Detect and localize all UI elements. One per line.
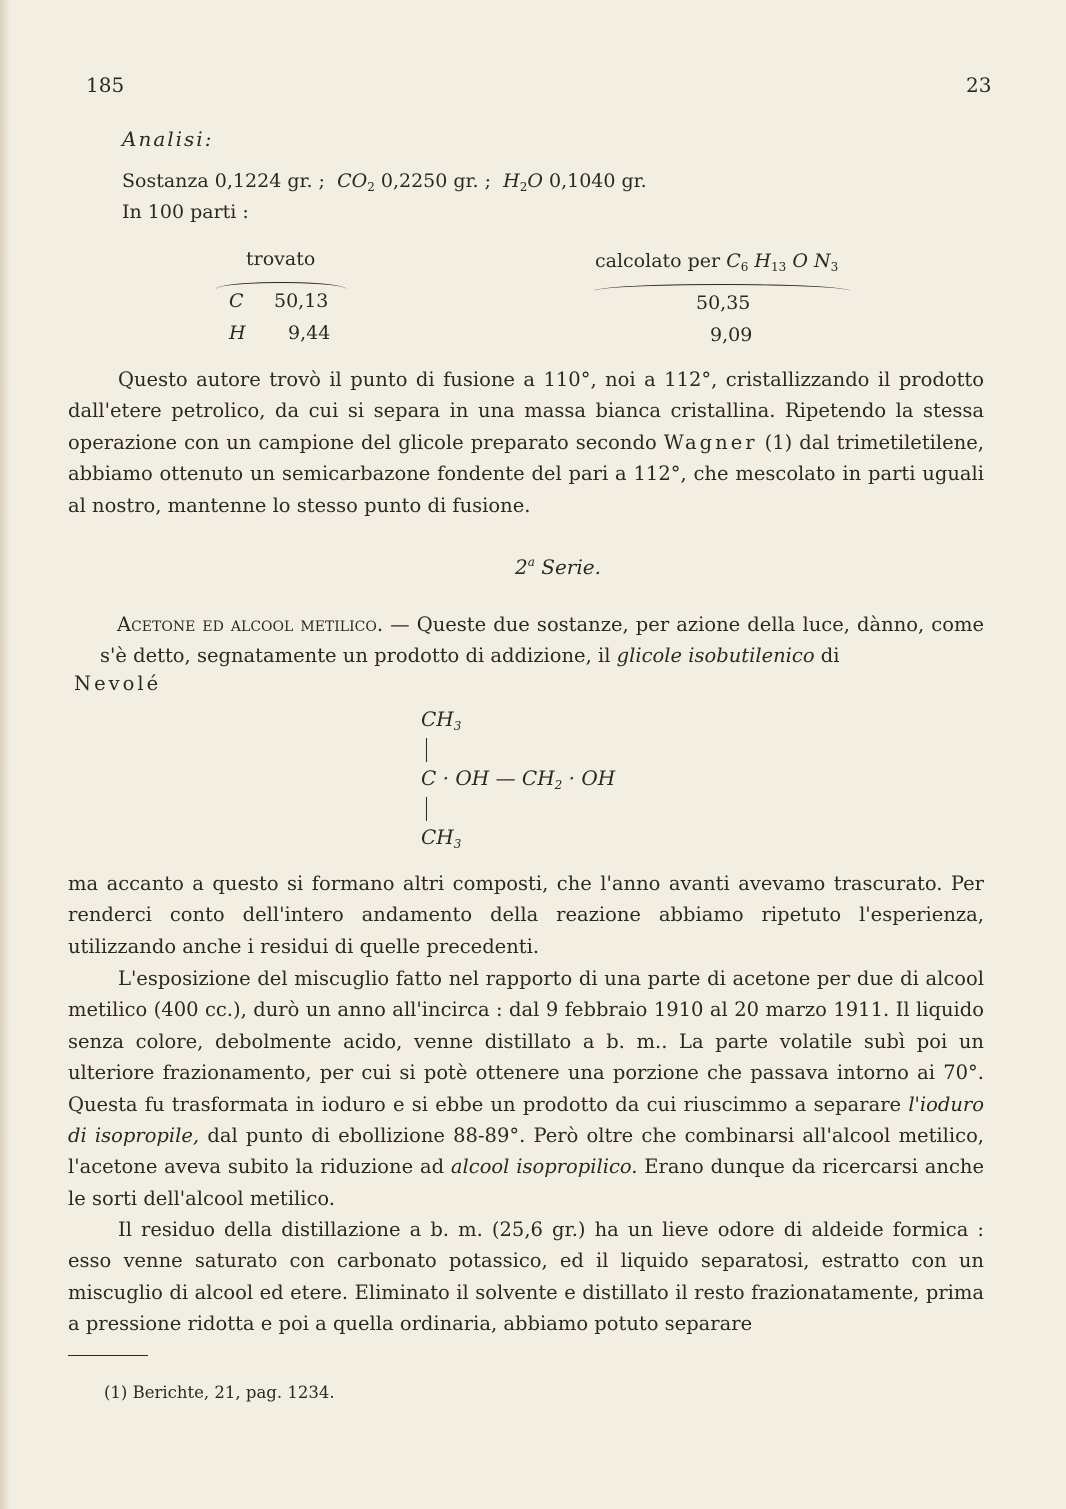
- serie-number: 2: [515, 555, 528, 579]
- formula-h-sub: 13: [771, 260, 787, 274]
- serie-heading: [515, 555, 601, 579]
- structure-mid-a: C · OH — CH: [421, 766, 555, 790]
- alcool-isopropilico: alcool isopropilico.: [450, 1155, 638, 1179]
- para4-text-a: L'esposizione del miscuglio fatto nel rapporto di una parte di acetone per due di alcool metilico (400 cc.), durò un anno all'incirca : dal 9 febbraio 1910 al 20 marzo 1911. Il liquido senza colore, debolmente acido, venne distillato a b. m.. La parte volatile subì poi un ulteriore frazionamento, per cui si potè ottenere una porzione che passava intorno ai 70°. Questa fu trasformata in ioduro e si ebbe un prodotto da cui riuscimmo a separare: [68, 967, 984, 1116]
- formula-c: C: [726, 250, 741, 272]
- serie-sup: a: [527, 555, 535, 569]
- bond-bottom: [426, 797, 427, 821]
- paragraph-fusione: [68, 364, 984, 521]
- h2o-sub: 2: [519, 180, 528, 194]
- row-h-calcolato: 9,09: [710, 324, 753, 346]
- structure-top-ch: CH: [421, 707, 454, 731]
- structure-bottom: [421, 825, 461, 851]
- bond-top: [426, 738, 427, 762]
- author-wagner: Wagner: [663, 430, 758, 454]
- para2-after: di: [814, 644, 840, 668]
- para1-text-b: (1) dal trimetiletilene, abbiamo ottenuto un semicarbazone fondente del pari a 112°, che mescolato in parti uguali al nostro, mantenne lo stesso punto di fusione.: [68, 430, 984, 517]
- sostanza-value: 0,1224 gr. ;: [214, 170, 325, 192]
- trovato-brace: [216, 282, 346, 289]
- structure-bottom-sub: 3: [453, 837, 462, 851]
- co2-value: 0,2250 gr. ;: [380, 170, 492, 192]
- para4-text-b: dal punto di ebollizione 88-89°. Però oltre che combinarsi all'alcool metilico, l'acetone aveva subito la riduzione ad: [68, 1124, 985, 1179]
- sostanza-line: [122, 170, 647, 194]
- formula-c-sub: 6: [740, 260, 749, 274]
- h2o-h: H: [503, 170, 520, 192]
- paragraph-acetone: [100, 609, 984, 672]
- serie-label: Serie.: [541, 555, 601, 579]
- structure-mid-sub: 2: [554, 778, 563, 792]
- para3-text: ma accanto a questo si formano altri composti, che l'anno avanti avevamo trascurato. Per renderci conto dell'intero andamento della reazione abbiamo ripetuto l'esperienza, utilizzando anche i residui di quelle precedenti.: [68, 872, 984, 958]
- co2-label: CO: [337, 170, 368, 192]
- row-h-trovato: 9,44: [288, 322, 331, 344]
- sostanza-label: Sostanza: [122, 170, 209, 192]
- row-c-calcolato: 50,35: [696, 292, 751, 314]
- col-calcolato: [595, 250, 838, 274]
- formula-h: H: [754, 250, 771, 272]
- footnote: (1) Berichte, 21, pag. 1234.: [104, 1383, 335, 1402]
- analisi-heading: Analisi:: [122, 127, 214, 151]
- structure-top-sub: 3: [453, 719, 462, 733]
- co2-sub: 2: [367, 180, 375, 194]
- h2o-value: 0,1040 gr.: [548, 170, 647, 192]
- para5-text: Il residuo della distillazione a b. m. (25,6 gr.) ha un lieve odore di aldeide formica : esso venne saturato con carbonato potassico, ed il liquido separatosi, estratto con un miscuglio di alcool ed etere. Eliminato il solvente e distillato il resto frazionatamente, prima a pressione ridotta e poi a quella ordinaria, abbiamo potuto separare: [68, 1218, 984, 1336]
- col-trovato: trovato: [246, 248, 316, 270]
- acetone-heading: Acetone ed alcool metilico.: [117, 613, 384, 636]
- structure-bottom-ch: CH: [421, 825, 454, 849]
- author-nevole: Nevolé: [74, 672, 162, 695]
- ioduro-name: l'ioduro di isopropile,: [68, 1092, 984, 1148]
- glicole-name: glicole isobutilenico: [616, 644, 815, 668]
- h2o-o: O: [527, 170, 543, 192]
- formula-n: N: [813, 250, 831, 272]
- paragraph-esposizione: [68, 963, 984, 1214]
- page-number-right: 23: [966, 73, 992, 97]
- paragraph-residuo: [68, 1214, 984, 1340]
- structure-middle: [421, 766, 615, 792]
- structure-top: [421, 707, 461, 733]
- row-c-element: C: [229, 290, 244, 312]
- calcolato-label: calcolato per: [595, 250, 721, 272]
- formula-o: O: [792, 250, 808, 272]
- formula-n-sub: 3: [830, 260, 839, 274]
- para2-text: — Queste due sostanze, per azione della luce, dànno, come s'è detto, segnatamente un prodotto di addizione, il: [100, 613, 984, 668]
- page-edge-shadow: [0, 0, 10, 1509]
- page-number-left: 185: [86, 73, 125, 97]
- footnote-rule: [68, 1355, 148, 1356]
- structure-mid-b: · OH: [562, 766, 616, 790]
- row-c-trovato: 50,13: [274, 290, 329, 312]
- calcolato-brace: [594, 284, 850, 291]
- row-h-element: H: [229, 322, 246, 344]
- para4-text-c: Erano dunque da ricercarsi anche le sorti dell'alcool metilico.: [68, 1155, 985, 1210]
- paragraph-composti: [68, 868, 984, 962]
- para1-text-a: Questo autore trovò il punto di fusione a 110°, noi a 112°, cristallizzando il prodotto dall'etere petrolico, da cui si separa in una massa bianca cristallina. Ripetendo la stessa operazione con un campione del glicole preparato secondo: [68, 368, 984, 454]
- parti-line: In 100 parti :: [122, 201, 249, 223]
